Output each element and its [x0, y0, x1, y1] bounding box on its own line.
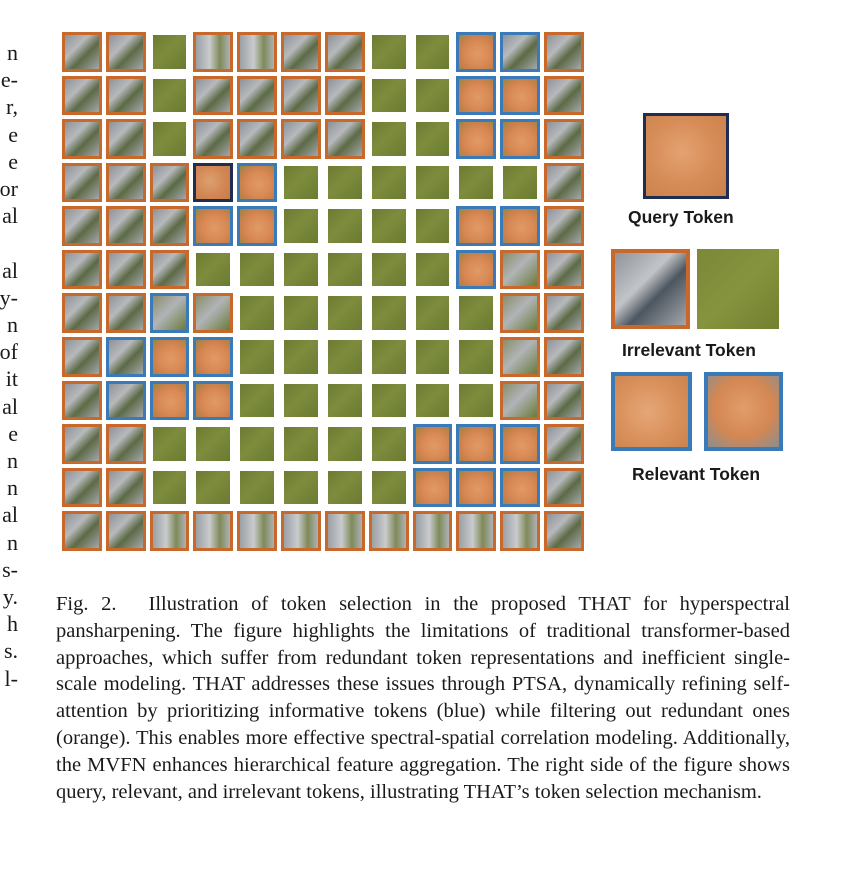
grid-cell — [456, 206, 496, 246]
grid-cell — [456, 32, 496, 72]
grid-cell — [193, 381, 233, 421]
irrelevant-token-label: Irrelevant Token — [622, 340, 756, 360]
grid-cell — [325, 424, 365, 464]
grid-cell — [456, 250, 496, 290]
grid-cell — [281, 76, 321, 116]
grid-cell — [62, 119, 102, 159]
irrelevant-token-swatch-urban — [611, 249, 690, 329]
grid-cell — [237, 337, 277, 377]
grid-cell — [325, 119, 365, 159]
grid-cell — [193, 250, 233, 290]
left-fragment: it — [5, 366, 18, 392]
left-fragment: al — [2, 257, 18, 283]
left-fragment: or — [0, 176, 18, 201]
grid-cell — [150, 206, 190, 246]
grid-cell — [62, 76, 102, 116]
grid-cell — [281, 381, 321, 421]
grid-cell — [413, 76, 453, 116]
left-fragment: of — [0, 339, 18, 365]
grid-cell — [237, 293, 277, 333]
grid-cell — [62, 424, 102, 464]
grid-cell — [237, 468, 277, 508]
grid-cell — [369, 381, 409, 421]
left-fragment: n — [7, 529, 18, 555]
grid-cell — [281, 206, 321, 246]
grid-cell — [456, 119, 496, 159]
grid-cell — [106, 424, 146, 464]
grid-cell — [193, 468, 233, 508]
grid-cell — [413, 163, 453, 203]
grid-cell — [281, 32, 321, 72]
grid-cell — [456, 293, 496, 333]
grid-cell — [500, 206, 540, 246]
grid-cell — [413, 337, 453, 377]
grid-cell — [281, 337, 321, 377]
grid-cell — [544, 76, 584, 116]
left-fragment: n — [7, 312, 18, 337]
grid-cell — [106, 337, 146, 377]
grid-cell — [369, 293, 409, 333]
irrelevant-token-swatch-grass — [697, 249, 779, 329]
grid-cell — [456, 76, 496, 116]
grid-cell — [106, 511, 146, 551]
grid-cell — [500, 293, 540, 333]
grid-cell — [193, 76, 233, 116]
grid-cell — [62, 468, 102, 508]
grid-cell — [325, 511, 365, 551]
grid-cell — [500, 511, 540, 551]
figure-number: Fig. 2. — [56, 593, 117, 615]
token-grid — [60, 30, 586, 553]
left-fragment: y- — [0, 284, 18, 310]
grid-cell — [150, 293, 190, 333]
grid-cell — [369, 511, 409, 551]
grid-cell — [193, 206, 233, 246]
grid-cell — [106, 381, 146, 421]
grid-cell — [150, 337, 190, 377]
grid-cell — [544, 511, 584, 551]
grid-cell — [106, 32, 146, 72]
left-fragment: n — [7, 448, 18, 473]
grid-cell — [62, 381, 102, 421]
grid-cell — [193, 119, 233, 159]
grid-cell — [150, 32, 190, 72]
grid-cell — [193, 511, 233, 551]
grid-cell — [413, 468, 453, 508]
grid-cell — [369, 32, 409, 72]
left-fragment: h — [7, 611, 18, 637]
grid-cell — [369, 468, 409, 508]
left-fragment: al — [2, 203, 18, 229]
grid-cell — [237, 32, 277, 72]
grid-cell — [369, 119, 409, 159]
query-token-label: Query Token — [628, 207, 734, 227]
grid-cell — [281, 468, 321, 508]
grid-cell — [369, 206, 409, 246]
relevant-token-swatch-1 — [611, 372, 692, 451]
grid-cell — [106, 119, 146, 159]
grid-cell — [106, 293, 146, 333]
grid-cell — [237, 163, 277, 203]
grid-cell — [544, 424, 584, 464]
grid-cell — [544, 250, 584, 290]
grid-cell — [413, 511, 453, 551]
grid-cell — [500, 337, 540, 377]
grid-cell — [369, 424, 409, 464]
grid-cell — [237, 511, 277, 551]
grid-cell — [456, 511, 496, 551]
left-fragment: y. — [2, 584, 18, 609]
grid-cell — [237, 76, 277, 116]
grid-cell — [237, 381, 277, 421]
grid-cell — [150, 468, 190, 508]
grid-cell — [150, 511, 190, 551]
grid-cell — [500, 119, 540, 159]
left-fragment: s- — [2, 556, 18, 582]
grid-cell — [325, 468, 365, 508]
left-fragment: al — [2, 393, 18, 419]
left-fragment: l- — [4, 665, 18, 691]
relevant-token-swatch-2 — [704, 372, 783, 451]
grid-cell — [456, 468, 496, 508]
grid-cell — [193, 293, 233, 333]
grid-cell — [325, 381, 365, 421]
left-fragment: n — [7, 475, 18, 501]
grid-cell — [281, 163, 321, 203]
grid-cell — [369, 337, 409, 377]
left-fragment: e- — [0, 67, 18, 93]
grid-cell — [325, 337, 365, 377]
left-fragment: e — [8, 148, 18, 174]
grid-cell — [281, 250, 321, 290]
grid-cell — [413, 32, 453, 72]
grid-cell — [150, 381, 190, 421]
grid-cell — [62, 293, 102, 333]
grid-cell — [456, 163, 496, 203]
grid-cell — [413, 250, 453, 290]
grid-cell — [62, 163, 102, 203]
grid-cell — [544, 381, 584, 421]
grid-cell — [106, 250, 146, 290]
grid-cell — [62, 32, 102, 72]
grid-cell — [413, 381, 453, 421]
grid-cell — [544, 468, 584, 508]
grid-cell — [500, 32, 540, 72]
grid-cell — [456, 381, 496, 421]
grid-cell — [544, 206, 584, 246]
grid-cell-query — [193, 163, 233, 203]
grid-cell — [325, 163, 365, 203]
grid-cell — [106, 76, 146, 116]
grid-cell — [500, 76, 540, 116]
left-fragment: al — [2, 502, 18, 528]
left-fragment: e — [8, 420, 18, 446]
grid-cell — [544, 32, 584, 72]
grid-cell — [237, 424, 277, 464]
grid-cell — [325, 250, 365, 290]
grid-cell — [106, 468, 146, 508]
left-fragment: r, — [6, 94, 18, 120]
grid-cell — [237, 206, 277, 246]
grid-cell — [500, 381, 540, 421]
grid-cell — [325, 293, 365, 333]
grid-cell — [106, 163, 146, 203]
left-fragment: e — [8, 121, 18, 147]
left-fragment: s. — [3, 638, 18, 664]
grid-cell — [193, 32, 233, 72]
grid-cell — [544, 337, 584, 377]
grid-cell — [62, 250, 102, 290]
grid-cell — [62, 337, 102, 377]
grid-cell — [456, 337, 496, 377]
grid-cell — [325, 206, 365, 246]
grid-cell — [413, 293, 453, 333]
caption-text: Illustration of token selection in the proposed THAT for hyperspectral pansharpening. The figure highlights the limitations of traditional transformer-based approaches, which suffer from redundant token representations and inefficient single-scale modeling. THAT addresses these issues through PTSA, dynamically refining self-attention by prioritizing informative tokens (blue) while filtering out redundant ones (orange). This enables more effective spectral-spatial correlation modeling. Additionally, the MVFN enhances hierarchical feature aggregation. The right side of the figure shows query, relevant, and irrelevant tokens, illustrating THAT’s token selection mechanism. — [56, 593, 790, 803]
grid-cell — [150, 76, 190, 116]
grid-cell — [237, 250, 277, 290]
grid-cell — [369, 76, 409, 116]
grid-cell — [325, 32, 365, 72]
grid-cell — [500, 424, 540, 464]
grid-cell — [325, 76, 365, 116]
grid-cell — [544, 293, 584, 333]
grid-cell — [413, 119, 453, 159]
grid-cell — [500, 250, 540, 290]
query-token-swatch — [643, 113, 729, 199]
grid-cell — [193, 424, 233, 464]
grid-cell — [369, 163, 409, 203]
grid-cell — [544, 119, 584, 159]
grid-cell — [413, 424, 453, 464]
grid-cell — [150, 163, 190, 203]
left-fragment: n — [7, 40, 18, 65]
grid-cell — [500, 468, 540, 508]
grid-cell — [193, 337, 233, 377]
grid-cell — [150, 424, 190, 464]
grid-cell — [62, 206, 102, 246]
grid-cell — [456, 424, 496, 464]
grid-cell — [150, 119, 190, 159]
grid-cell — [281, 119, 321, 159]
grid-cell — [281, 511, 321, 551]
figure-caption — [56, 591, 790, 805]
grid-cell — [106, 206, 146, 246]
relevant-token-label: Relevant Token — [632, 464, 761, 484]
grid-cell — [62, 511, 102, 551]
grid-cell — [544, 163, 584, 203]
grid-cell — [281, 424, 321, 464]
grid-cell — [281, 293, 321, 333]
grid-cell — [369, 250, 409, 290]
grid-cell — [150, 250, 190, 290]
grid-cell — [500, 163, 540, 203]
grid-cell — [413, 206, 453, 246]
grid-cell — [237, 119, 277, 159]
